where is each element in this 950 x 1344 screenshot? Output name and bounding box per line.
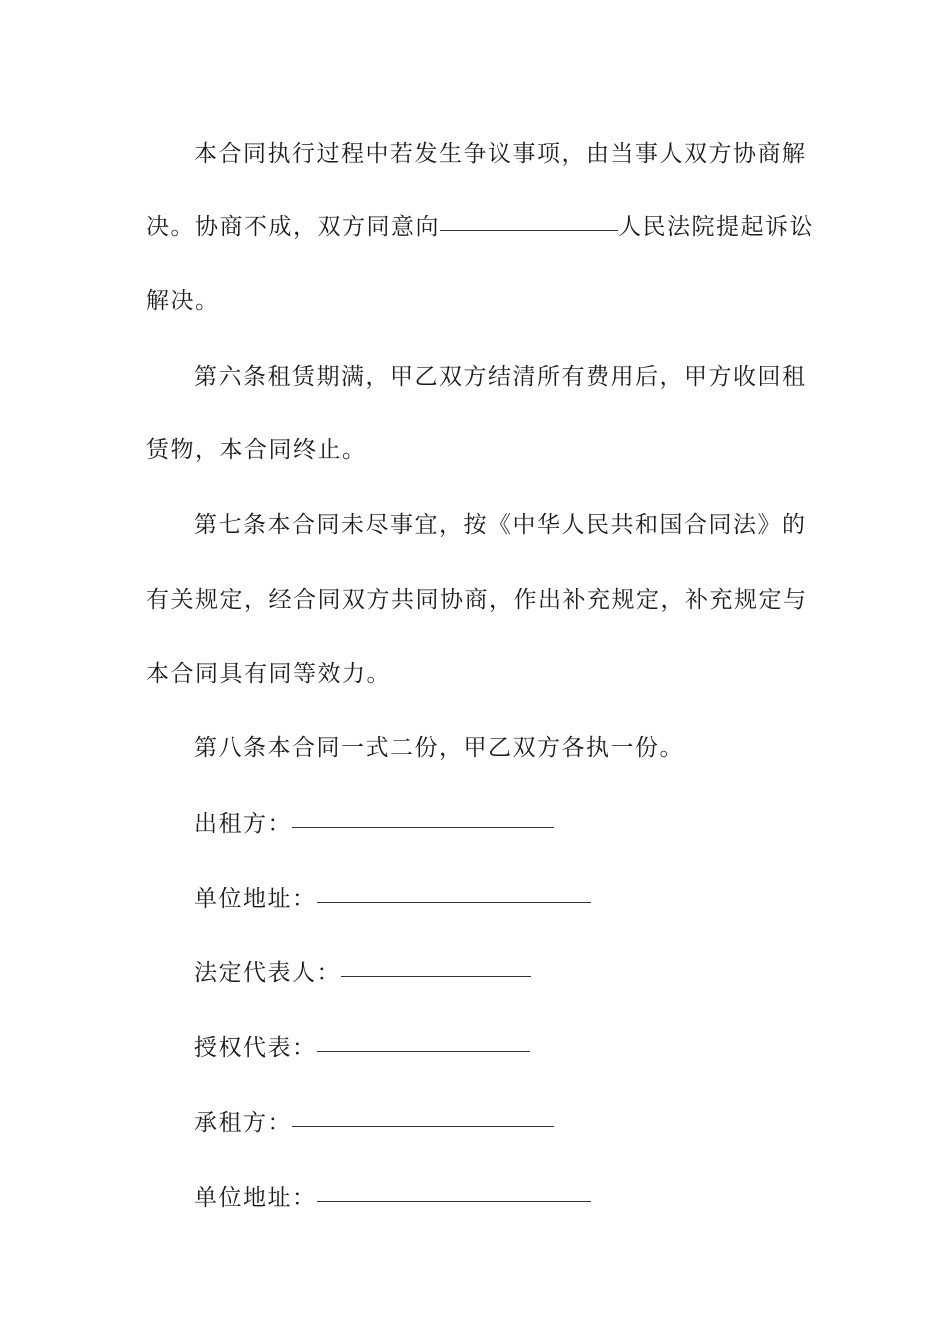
clause7-line3: 本合同具有同等效力。 [146, 661, 391, 687]
lessor-address-label: 单位地址： [194, 886, 317, 912]
lessee-label: 承租方： [194, 1110, 292, 1136]
lessor-address-blank[interactable] [317, 901, 591, 903]
clause7-line1: 第七条本合同未尽事宜，按《中华人民共和国合同法》的 [194, 512, 807, 538]
legal-rep-label: 法定代表人： [194, 960, 341, 986]
authorized-rep-field [194, 1028, 530, 1068]
lessee-address-blank[interactable] [317, 1200, 591, 1202]
lessee-field [194, 1103, 554, 1143]
clause5-line3: 解决。 [146, 288, 220, 314]
legal-rep-field [194, 953, 531, 993]
lessee-address-label: 单位地址： [194, 1185, 317, 1211]
clause6-line1: 第六条租赁期满，甲乙双方结清所有费用后，甲方收回租 [194, 364, 807, 390]
clause6-line2: 赁物，本合同终止。 [146, 437, 367, 463]
clause5-line2 [146, 207, 814, 247]
authorized-rep-blank[interactable] [317, 1050, 530, 1052]
legal-rep-blank[interactable] [341, 975, 531, 977]
clause5-line2-before: 决。协商不成，双方同意向 [146, 214, 440, 240]
clause7-line2: 有关规定，经合同双方共同协商，作出补充规定，补充规定与 [146, 587, 808, 613]
lessee-blank[interactable] [292, 1125, 554, 1127]
court-name-blank[interactable] [440, 229, 618, 231]
clause8-line1: 第八条本合同一式二份，甲乙双方各执一份。 [194, 735, 684, 761]
authorized-rep-label: 授权代表： [194, 1035, 317, 1061]
clause5-line1: 本合同执行过程中若发生争议事项，由当事人双方协商解 [194, 141, 807, 167]
lessor-field [194, 804, 554, 844]
lessor-address-field [194, 879, 591, 919]
lessor-blank[interactable] [292, 826, 554, 828]
lessee-address-field [194, 1178, 591, 1218]
clause5-line2-after: 人民法院提起诉讼 [618, 214, 814, 240]
lessor-label: 出租方： [194, 811, 292, 837]
